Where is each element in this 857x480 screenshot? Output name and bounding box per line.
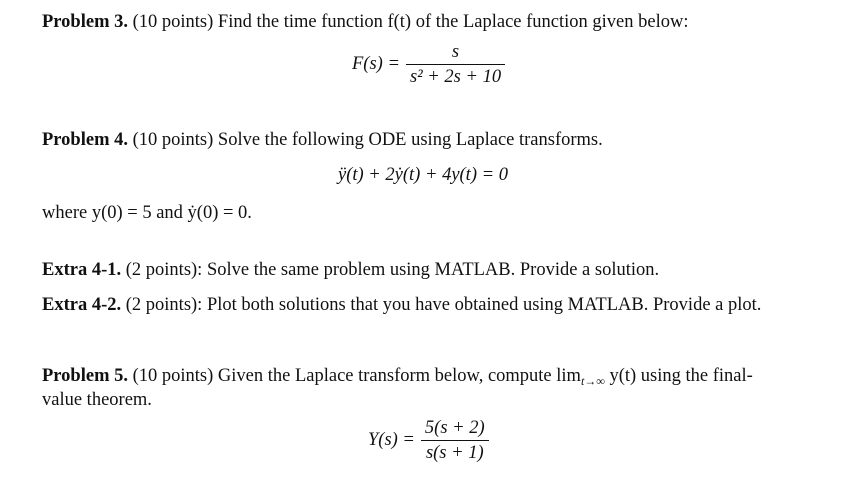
problem-4-statement [42,128,603,152]
extra-4-1-text: (2 points): Solve the same problem using MATLAB. Provide a solution. [125,260,660,280]
problem-5-text-c: value theorem. [42,390,152,410]
problem-3-eq-lhs: F(s) = [352,54,400,74]
problem-3-label: Problem 3. [42,12,128,32]
problem-4-where: where y(0) = 5 and ẏ(0) = 0. [42,203,252,223]
problem-3-denominator: s² + 2s + 10 [409,67,502,87]
problem-5-eq-lhs: Y(s) = [368,430,415,450]
problem-5-fraction [421,418,489,463]
extra-4-1-statement [42,258,659,282]
problem-5-lim-subscript: t→∞ [580,374,605,388]
problem-4-text: (10 points) Solve the following ODE using Laplace transforms. [132,130,603,150]
problem-3-fraction [406,42,505,87]
problem-4-ode: ÿ(t) + 2ẏ(t) + 4y(t) = 0 [338,165,508,185]
problem-5-text-b: y(t) using the final- [604,366,753,386]
extra-4-2-label: Extra 4-2. [42,295,122,315]
problem-5-denominator: s(s + 1) [425,443,484,463]
extra-4-2-text: (2 points): Plot both solutions that you have obtained using MATLAB. Provide a plot. [125,295,762,315]
problem-3-text: (10 points) Find the time function f(t) of the Laplace function given below: [132,12,689,32]
extra-4-1-label: Extra 4-1. [42,260,122,280]
extra-4-2-statement [42,293,761,317]
problem-5-text-a: (10 points) Given the Laplace transform below, compute lim [132,366,581,386]
problem-4-label: Problem 4. [42,130,128,150]
problem-5-equation [368,418,489,463]
problem-3-numerator: s [451,42,460,62]
problem-5-numerator: 5(s + 2) [424,418,485,438]
problem-3-equation [352,42,505,87]
problem-3-statement [42,10,689,34]
problem-5-label: Problem 5. [42,366,128,386]
